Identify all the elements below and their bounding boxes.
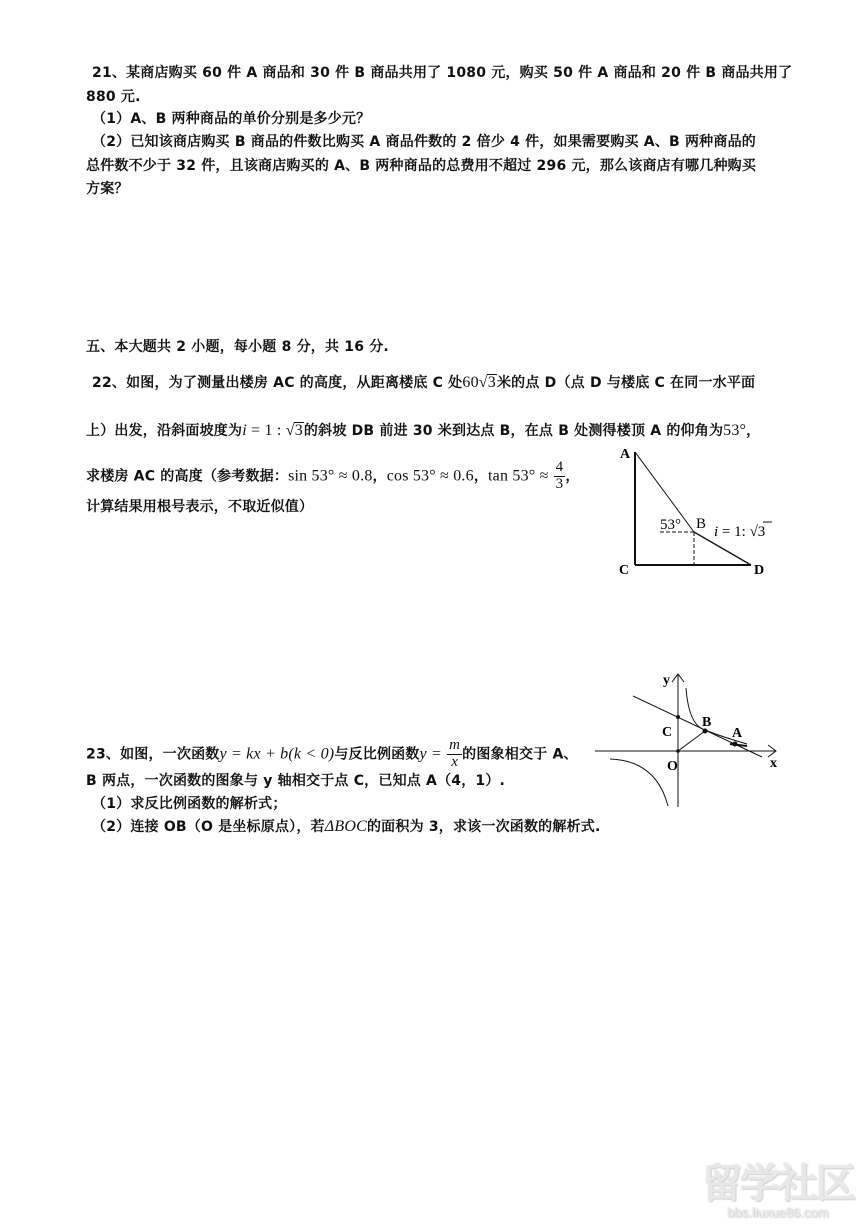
point-o bbox=[676, 749, 680, 753]
watermark bbox=[702, 1152, 854, 1220]
q23-linear-math: y = kx + b(k < 0) bbox=[219, 745, 335, 763]
watermark-title: 留学社区 bbox=[702, 1161, 854, 1207]
section-5-heading: 五、本大题共 2 小题，每小题 8 分，共 16 分. bbox=[86, 339, 389, 355]
q22-text: 求楼房 AC 的高度（参考数据： bbox=[86, 468, 289, 485]
q22-figure bbox=[610, 440, 790, 590]
q22-line-1 bbox=[92, 372, 755, 392]
q23-inverse-fraction: $\frac{m}{x}$ bbox=[449, 737, 461, 770]
q22-angle-math: 53° bbox=[723, 422, 747, 439]
q22-cos-math: cos 53° ≈ 0.6 bbox=[386, 467, 474, 485]
label-b: B bbox=[696, 516, 707, 532]
q23-text: 23、如图，一次函数 bbox=[86, 746, 220, 763]
label-d: D bbox=[754, 563, 765, 578]
q22-text: 米的点 D（点 D 与楼底 C 在同一水平面 bbox=[496, 375, 756, 391]
q22-tan-fraction: $\frac{4}{3}$ bbox=[555, 459, 564, 492]
label-o: O bbox=[667, 759, 678, 774]
label-c: C bbox=[619, 563, 630, 578]
q22-line-3: 求楼房 AC 的高度（参考数据：sin 53° ≈ 0.8，cos 53° ≈ 0.6，tan 53° ≈ $\frac{4}{3}$ ， bbox=[86, 459, 580, 492]
label-y: y bbox=[663, 673, 670, 688]
q23-part-1: （1）求反比例函数的解析式； bbox=[92, 796, 287, 812]
linear-function-line bbox=[633, 696, 762, 757]
segment-ob bbox=[678, 731, 705, 751]
q22-text: 的斜坡 DB 前进 30 米到达点 B，在点 B 处测得楼顶 A 的仰角为 bbox=[303, 423, 724, 439]
q23-part-2: （2）连接 OB（O 是坐标原点），若ΔBOC的面积为 3，求该一次函数的解析式. bbox=[92, 818, 601, 835]
label-a: A bbox=[620, 447, 631, 462]
label-b: B bbox=[702, 715, 712, 730]
q21-part-2-line-1: （2）已知该商店购买 B 商品的件数比购买 A 商品件数的 2 倍少 4 件，如果需要购买 A、B 两种商品的 bbox=[92, 134, 756, 150]
q23-line-1: 23、如图，一次函数y = kx + b(k < 0)与反比例函数y = $\frac{m}{x}$ 的图象相交于 A、 bbox=[86, 737, 578, 770]
q22-text: 上）出发，沿斜面坡度为 bbox=[86, 423, 243, 439]
q23-figure bbox=[590, 660, 790, 810]
q22-line-2: 上）出发，沿斜面坡度为i = 1 : √3的斜坡 DB 前进 30 米到达点 B，在点 B 处测得楼顶 A 的仰角为53°， bbox=[86, 422, 761, 439]
q23-text: 与反比例函数 bbox=[334, 746, 420, 763]
q21-line-2: 880 元. bbox=[86, 89, 141, 105]
hyperbola-branch-2 bbox=[610, 759, 668, 806]
q21-part-2-line-3: 方案？ bbox=[86, 181, 129, 197]
q22-line-4: 计算结果用根号表示，不取近似值） bbox=[86, 499, 314, 515]
q22-slope-math: i = 1 : √3 bbox=[242, 422, 303, 439]
q21-part-1: （1）A、B 两种商品的单价分别是多少元？ bbox=[92, 111, 371, 127]
q21-part-2-line-2: 总件数不少于 32 件，且该商店购买的 A、B 两种商品的总费用不超过 296 元，那么该商店有哪几种购买 bbox=[86, 158, 757, 174]
q23-inverse-lhs: y = bbox=[419, 745, 443, 763]
watermark-url: bbs.liuxue86.com bbox=[727, 1205, 829, 1220]
label-x: x bbox=[770, 756, 777, 771]
slope-ratio-label: i = 1: √3 bbox=[714, 524, 766, 540]
q22-tan-math: tan 53° ≈ bbox=[488, 467, 549, 485]
label-a: A bbox=[732, 726, 743, 741]
angle-53-label: 53° bbox=[660, 517, 681, 533]
tangent-mark bbox=[730, 744, 747, 746]
q21-line-1: 21、某商店购买 60 件 A 商品和 30 件 B 商品共用了 1080 元，购买 50 件 A 商品和 20 件 B 商品共用了 bbox=[92, 65, 793, 81]
q22-text: 22、如图，为了测量出楼房 AC 的高度，从距离楼底 C 处 bbox=[92, 375, 463, 391]
q23-line-2: B 两点，一次函数的图象与 y 轴相交于点 C，已知点 A（4，1）. bbox=[86, 773, 506, 789]
q22-distance-math: 60√3 bbox=[462, 374, 496, 391]
q23-triangle-math: ΔBOC bbox=[324, 818, 367, 835]
q22-sin-math: sin 53° ≈ 0.8 bbox=[288, 467, 373, 485]
point-c bbox=[676, 715, 680, 719]
label-c: C bbox=[662, 725, 673, 740]
